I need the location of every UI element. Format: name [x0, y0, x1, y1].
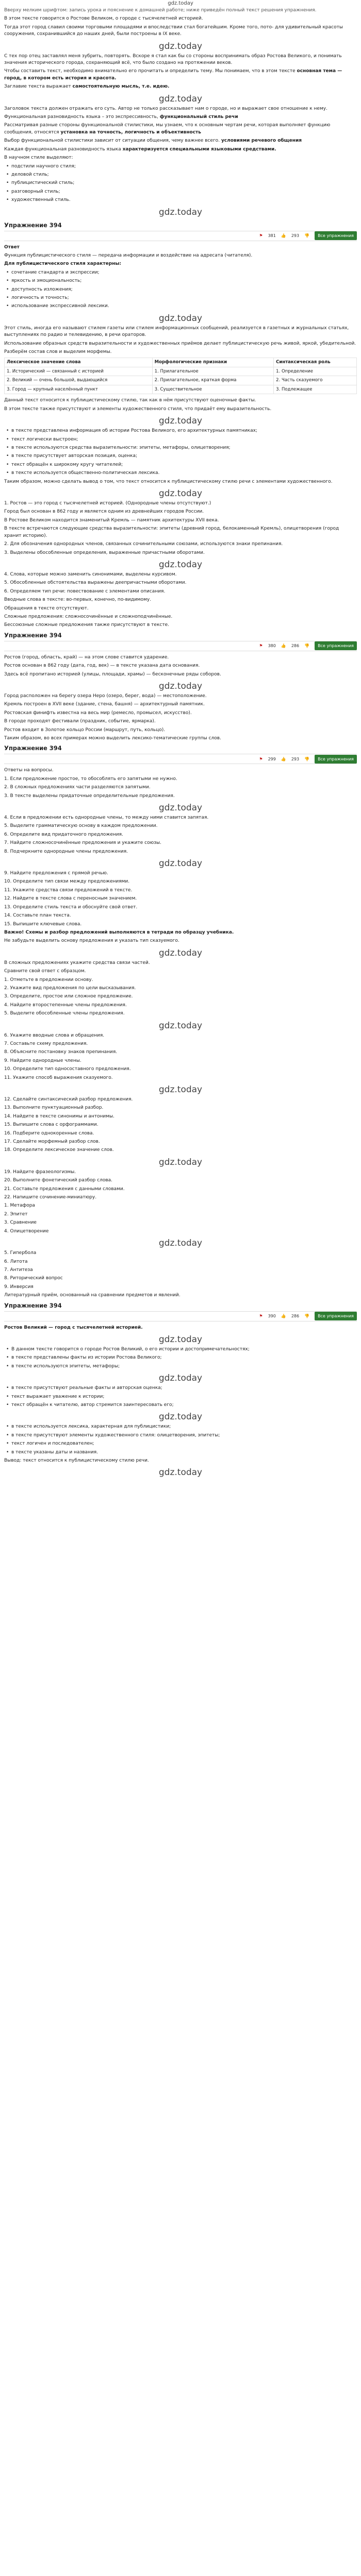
toolbar — [4, 641, 357, 651]
table-cell: Лексическое значение слова — [5, 358, 153, 367]
s1-after-1: Данный текст относится к публицистическому стилю, так как в нём присутствуют оценочные факты. — [4, 398, 256, 403]
question-prompt: Каждая функциональная разновидность языка характеризуется специальными языковыми средствами. — [4, 146, 276, 152]
table-cell: Морфологические признаки — [152, 358, 274, 367]
s1-closing: Таким образом, можно сделать вывод о том, что текст относится к публицистическому стилю речи с элементами художественного. — [4, 479, 333, 484]
s4-list-a: 16. Подберите однокоренные слова. — [4, 1130, 94, 1136]
list-item: • текст выражает уважение к истории; — [4, 1394, 357, 1400]
s4-list-b: 6. Литота — [4, 1259, 28, 1264]
s4-list-a: 18. Определите лексическое значение слов. — [4, 1147, 114, 1153]
like-icon[interactable]: 👍 — [281, 233, 286, 238]
s4-list-a: 12. Сделайте синтаксический разбор предложения. — [4, 1097, 133, 1102]
watermark: gdz.today — [158, 1373, 203, 1384]
s4-list-b: 5. Гипербола — [4, 1250, 37, 1256]
watermark: gdz.today — [158, 1157, 203, 1167]
s4-list-a: 3. Определите, простое или сложное предложение. — [4, 994, 133, 999]
list-item: • в тексте представлена информация об истории Ростова Великого, его архитектурных памятниках; — [4, 428, 357, 434]
list-item: • текст логически выстроен; — [4, 436, 357, 443]
s4-list-a: 1. Отметьте в предложении основу. — [4, 977, 93, 982]
list-item: • доступность изложения; — [4, 286, 357, 293]
list-item: • использование экспрессивной лексики. — [4, 303, 357, 310]
list-item: • подстили научного стиля; — [4, 163, 357, 170]
s2-after-2: Обращения в тексте отсутствуют. — [4, 605, 89, 611]
s4-item: 3. В тексте выделены придаточные определительные предложения. — [4, 793, 175, 799]
s4-item: 15. Выпишите ключевые слова. — [4, 921, 82, 927]
s4-item: 9. Найдите предложения с прямой речью. — [4, 871, 108, 876]
s3-item: Ростовская финифть известна на весь мир (ремесло, промысел, искусство). — [4, 710, 192, 716]
watermark: gdz.today — [158, 1238, 203, 1249]
s4-list-a: 20. Выполните фонетический разбор слова. — [4, 1178, 113, 1183]
s1-after-2: В этом тексте также присутствуют и элементы художественного стиля, что придаёт ему выразительность. — [4, 406, 272, 412]
watermark: gdz.today — [158, 858, 203, 869]
s4-list-a: 13. Выполните пунктуационный разбор. — [4, 1105, 104, 1111]
s2-p5: 2. Для обозначения однородных членов, связанных сочинительными союзами, используются знаки препинания. — [4, 541, 283, 547]
s4-list-b: 1. Метафора — [4, 1203, 35, 1209]
s4-list-a: 7. Составьте схему предложения. — [4, 1041, 88, 1046]
list-item: • деловой стиль; — [4, 172, 357, 178]
s4-item: 14. Составьте план текста. — [4, 913, 71, 919]
list-item: • в тексте используется лексика, характерная для публицистики; — [4, 1423, 357, 1430]
s4-list-a: 14. Найдите в тексте синонимы и антонимы. — [4, 1113, 115, 1119]
intro-p7: Функциональная разновидность языка – это экспрессивность, функциональный стиль речи — [4, 114, 238, 120]
like-icon[interactable]: 👍 — [281, 756, 286, 761]
s4-list-a: 2. Укажите вид предложения по цели высказывания. — [4, 985, 136, 991]
watermark: gdz.today — [158, 488, 203, 499]
all-exercises-button[interactable]: Все упражнения — [315, 755, 357, 764]
table-cell: 3. Подлежащее — [274, 385, 357, 394]
table-cell: 2. Великий — очень большой, выдающийся — [5, 376, 153, 385]
s4-list-a: 15. Выпишите слова с орфограммами. — [4, 1122, 99, 1128]
s3-item: Ростов входит в Золотое кольцо России (маршрут, путь, кольцо). — [4, 727, 166, 733]
s4-list-a: 6. Укажите вводные слова и обращения. — [4, 1032, 105, 1038]
s3-item: Здесь всё пропитано историей (улицы, площади, храмы) — бесконечные ряды соборов. — [4, 671, 221, 677]
intro-p3: С тех пор отец заставлял меня зубрить, повторять. Вскоре я стал как бы со стороны воспринимать образ Ростова Великого, и понимать значения исторического города, сохраняющий всё, что было создано на протяжении веков. — [4, 53, 342, 66]
morph-table — [4, 358, 357, 394]
s3-item: В городе проходят фестивали (праздник, событие, ярмарка). — [4, 719, 156, 724]
table-cell: 3. Существительное — [152, 385, 274, 394]
views-count: 390 — [268, 1313, 276, 1318]
watermark-footer: gdz.today — [158, 1467, 203, 1478]
s2-p3: В Ростове Великом находится знаменитый Кремль — памятник архитектуры XVII века. — [4, 517, 219, 523]
s4-item: 12. Найдите в тексте слова с переносным значением. — [4, 896, 137, 902]
s1-para-2: Использование образных средств выразительности и художественных приёмов делает публицистическую речь живой, яркой, убедительной. — [4, 341, 356, 346]
s4-item: 7. Найдите сложносочинённые предложения и укажите союзы. — [4, 840, 161, 846]
all-exercises-button[interactable]: Все упражнения — [315, 231, 357, 240]
watermark-top: gdz.today — [168, 1, 193, 6]
s3-item: Город расположен на берегу озера Неро (озеро, берег, вода) — местоположение. — [4, 693, 207, 699]
intro-p6: Заголовок текста должен отражать его суть. Автор не только рассказывает нам о городе, но и выражает свое отношение к нему. — [4, 106, 327, 111]
list-item: • в тексте используются эпитеты, метафоры; — [4, 1363, 357, 1370]
dislike-icon[interactable]: 👎 — [304, 1313, 310, 1318]
watermark: gdz.today — [158, 207, 203, 217]
table-cell: 1. Исторический — связанный с историей — [5, 367, 153, 376]
toolbar — [4, 1311, 357, 1321]
list-item: • в тексте используется общественно-политическая лексика. — [4, 470, 357, 477]
dislike-icon[interactable]: 👎 — [304, 233, 310, 238]
s3-tail: Таким образом, во всех примерах можно выделить лексико-тематические группы слов. — [4, 736, 221, 741]
list-item: • разговорный стиль; — [4, 189, 357, 195]
table-cell: 3. Город — крупный населённый пункт — [5, 385, 153, 394]
watermark: gdz.today — [158, 1020, 203, 1031]
all-exercises-button[interactable]: Все упражнения — [315, 1312, 357, 1320]
s4-list-a: 22. Напишите сочинение-миниатюру. — [4, 1195, 97, 1200]
list-item: • сочетание стандарта и экспрессии; — [4, 269, 357, 276]
s4-list-a: 5. Выделите обособленные члены предложения. — [4, 1011, 125, 1016]
s2-p6: 3. Выделены обособленные определения, выраженные причастными оборотами. — [4, 550, 205, 555]
s4-note: Не забудьте выделить основу предложения и указать тип сказуемого. — [4, 938, 179, 944]
s4-item: 13. Определите стиль текста и обоснуйте свой ответ. — [4, 904, 138, 910]
report-icon[interactable]: ⚑ — [259, 643, 263, 649]
watermark: gdz.today — [158, 681, 203, 691]
views-count: 381 — [268, 233, 276, 238]
header-lead: Вверху мелким шрифтом: запись урока и пояснение к домашней работе; ниже приведён полный текст решения упражнения. — [4, 8, 317, 13]
table-row — [5, 385, 357, 394]
s1-dict-intro: Разберём состав слов и выделим морфемы. — [4, 349, 112, 354]
s4-list-a: 11. Укажите способ выражения сказуемого. — [4, 1075, 113, 1080]
intro-p1: В этом тексте говорится о Ростове Великом, о городе с тысячелетней историей. — [4, 16, 203, 22]
toolbar — [4, 754, 357, 764]
s3-lead: Ростов (город, область, край) — на этом слове ставится ударение. — [4, 654, 169, 660]
s2-p2: Город был основан в 862 году и является одним из древнейших городов России. — [4, 509, 204, 515]
s5-lead: Ростов Великий — город с тысячелетней историей. — [4, 1325, 143, 1330]
like-icon[interactable]: 👍 — [281, 643, 286, 649]
list-item: • в тексте присутствуют элементы художественного стиля: олицетворения, эпитеты; — [4, 1432, 357, 1439]
s4-list-b: 9. Инверсия — [4, 1284, 34, 1290]
s2-after-3: Сложные предложения: сложносочинённые и сложноподчинённые. — [4, 614, 173, 619]
s5-closing: Вывод: текст относится к публицистическому стилю речи. — [4, 1458, 149, 1463]
s4-list-b: 2. Эпитет — [4, 1211, 28, 1217]
table-cell: 2. Прилагательное, краткая форма — [152, 376, 274, 385]
s2-p8: 5. Обособленные обстоятельства выражены деепричастными оборотами. — [4, 580, 187, 586]
report-icon[interactable]: ⚑ — [259, 1313, 263, 1318]
s4-list-a: 4. Найдите второстепенные члены предложения. — [4, 1002, 127, 1008]
s4-note: В сложных предложениях укажите средства связи частей. — [4, 960, 150, 965]
list-item: • в тексте используются средства выразительности: эпитеты, метафоры, олицетворения; — [4, 445, 357, 451]
s4-list-a: 10. Определите тип односоставного предложения. — [4, 1066, 131, 1072]
like-icon[interactable]: 👍 — [281, 1313, 286, 1318]
watermark: gdz.today — [158, 313, 203, 324]
s2-p1: 1. Ростов — это город с тысячелетней историей. (Однородные члены отсутствуют.) — [4, 501, 211, 506]
table-row — [5, 367, 357, 376]
report-icon[interactable]: ⚑ — [259, 233, 263, 238]
s4-item: 10. Определите тип связи между предложениями. — [4, 879, 130, 885]
table-cell: Синтаксическая роль — [274, 358, 357, 367]
s4-list-b: 8. Риторический вопрос — [4, 1276, 63, 1281]
list-item: • в тексте указаны даты и названия. — [4, 1449, 357, 1456]
toolbar — [4, 231, 357, 241]
s4-list-a: 19. Найдите фразеологизмы. — [4, 1169, 76, 1175]
likes-count: 286 — [291, 1313, 300, 1318]
table-row — [5, 358, 357, 367]
list-item: • В данном тексте говорится о городе Ростов Великий, о его истории и достопримечательностях; — [4, 1346, 357, 1353]
s1-para-1: Этот стиль, иногда его называют стилем газеты или стилем информационных сообщений, реализуется в газетных и журнальных статьях, выступлениях по радио и телевидению, в речи ораторов. — [4, 325, 349, 338]
s4-note: Важно! Схемы и разбор предложений выполняются в тетради по образцу учебника. — [4, 929, 234, 935]
section-title: Упражнение 394 — [4, 631, 62, 639]
s4-list-b: 3. Сравнение — [4, 1220, 37, 1226]
intro-p5: Заглавие текста выражает самостоятельную мысль, т.е. идею. — [4, 84, 170, 90]
intro-p2: Тогда этот город славил своими торговыми площадями и впоследствии стал богатейшим. Кроме того, пото- для удивительный красоты сооружения, сохранившийся до наших дней, были построены в IX веке. — [4, 24, 343, 37]
s3-item: Кремль построен в XVII веке (здание, стена, башня) — архитектурный памятник. — [4, 702, 205, 707]
s4-item: 8. Подчеркните однородные члены предложения. — [4, 849, 128, 854]
s1-label: Ответ — [4, 244, 20, 250]
section-title: Упражнение 394 — [4, 744, 62, 752]
list-item: • логичность и точность; — [4, 295, 357, 301]
dislike-icon[interactable]: 👎 — [304, 643, 310, 649]
table-cell: 1. Определение — [274, 367, 357, 376]
s4-tail: Литературный приём, основанный на сравнении предметов и явлений. — [4, 1293, 180, 1298]
likes-count: 293 — [291, 756, 300, 761]
likes-count: 293 — [291, 233, 300, 238]
s3-item: Ростов основан в 862 году (дата, год, век) — в тексте указана дата основания. — [4, 663, 200, 669]
s2-after-1: Вводные слова в тексте: во-первых, конечно, по-видимому. — [4, 597, 152, 603]
table-cell: 1. Прилагательное — [152, 367, 274, 376]
watermark: gdz.today — [158, 947, 203, 958]
s4-list-a: 9. Найдите однородные члены. — [4, 1058, 81, 1063]
watermark: gdz.today — [158, 41, 203, 52]
list-item: • в тексте присутствуют реальные факты и авторская оценка; — [4, 1385, 357, 1392]
watermark: gdz.today — [158, 1084, 203, 1095]
s4-lead: Ответы на вопросы. — [4, 768, 54, 773]
watermark: gdz.today — [158, 1334, 203, 1345]
table-row — [5, 376, 357, 385]
s4-list-b: 4. Олицетворение — [4, 1228, 49, 1234]
list-item: • текст обращён к широкому кругу читателей; — [4, 462, 357, 468]
views-count: 380 — [268, 643, 276, 649]
s4-item: 1. Если предложение простое, то обособлять его запятыми не нужно. — [4, 776, 177, 782]
intro-p8: Рассматривая разные стороны функциональной стилистики, мы узнаем, что к основным чертам речи, которая выполняет функцию сообщения, относятся установка на точность, логичность и объективность — [4, 123, 331, 135]
s1-func-intro: Функция публицистического стиля — передача информации и воздействие на адресата (читателя). — [4, 252, 253, 258]
report-icon[interactable]: ⚑ — [259, 756, 263, 761]
s2-after-4: Бессоюзные сложные предложения также присутствуют в тексте. — [4, 622, 169, 628]
question-list-intro: В научном стиле выделяют: — [4, 155, 73, 161]
watermark: gdz.today — [158, 803, 203, 814]
list-item: • яркость и эмоциональность; — [4, 278, 357, 284]
watermark: gdz.today — [158, 559, 203, 570]
list-item: • в тексте представлены факты из истории Ростова Великого; — [4, 1354, 357, 1361]
watermark: gdz.today — [158, 93, 203, 104]
dislike-icon[interactable]: 👎 — [304, 756, 310, 761]
s4-list-b: 7. Антитеза — [4, 1267, 33, 1273]
s2-p4: В тексте встречаются следующие средства выразительности: эпитеты (древний город, белокаменный Кремль), олицетворения (город хранит историю). — [4, 526, 339, 538]
s4-item: 5. Выделите грамматическую основу в каждом предложении. — [4, 823, 158, 829]
s2-p9: 6. Определяем тип речи: повествование с элементами описания. — [4, 588, 166, 594]
intro-p9: Выбор функциональной стилистики зависит от ситуации общения, чему важнее всего. условиями речевого общения — [4, 138, 302, 144]
watermark: gdz.today — [158, 1412, 203, 1422]
s4-item: 2. В сложных предложениях части разделяются запятыми. — [4, 785, 151, 790]
s4-list-a: 21. Составьте предложения с данными словами. — [4, 1186, 125, 1192]
s4-item: 11. Укажите средства связи предложений в тексте. — [4, 887, 133, 893]
views-count: 299 — [268, 756, 276, 761]
section-title: Упражнение 394 — [4, 221, 62, 229]
s4-list-a: 17. Сделайте морфемный разбор слов. — [4, 1139, 100, 1145]
intro-p4: Чтобы составить текст, необходимо внимательно его прочитать и определить тему. Мы понимаем, что в этом тексте основная тема — город, в котором есть история и красота. — [4, 69, 342, 81]
section-title: Упражнение 394 — [4, 1301, 62, 1309]
s4-note: Сравните свой ответ с образцом. — [4, 969, 86, 974]
list-item: • в тексте присутствует авторская позиция, оценка; — [4, 453, 357, 460]
s4-item: 6. Определите вид придаточного предложения. — [4, 832, 123, 837]
s1-features-intro: Для публицистического стиля характерны: — [4, 261, 122, 267]
list-item: • текст обращён к читателю, автор стремится заинтересовать его; — [4, 1402, 357, 1409]
list-item: • текст логичен и последователен; — [4, 1440, 357, 1447]
likes-count: 286 — [291, 643, 300, 649]
all-exercises-button[interactable]: Все упражнения — [315, 641, 357, 650]
list-item: • художественный стиль. — [4, 197, 357, 204]
s4-item: 4. Если в предложении есть однородные члены, то между ними ставится запятая. — [4, 815, 209, 821]
list-item: • публицистический стиль; — [4, 180, 357, 187]
s2-p7: 4. Слова, которые можно заменить синонимами, выделены курсивом. — [4, 571, 177, 577]
table-cell: 2. Часть сказуемого — [274, 376, 357, 385]
watermark: gdz.today — [158, 416, 203, 427]
s4-list-a: 8. Объясните постановку знаков препинания. — [4, 1049, 118, 1055]
